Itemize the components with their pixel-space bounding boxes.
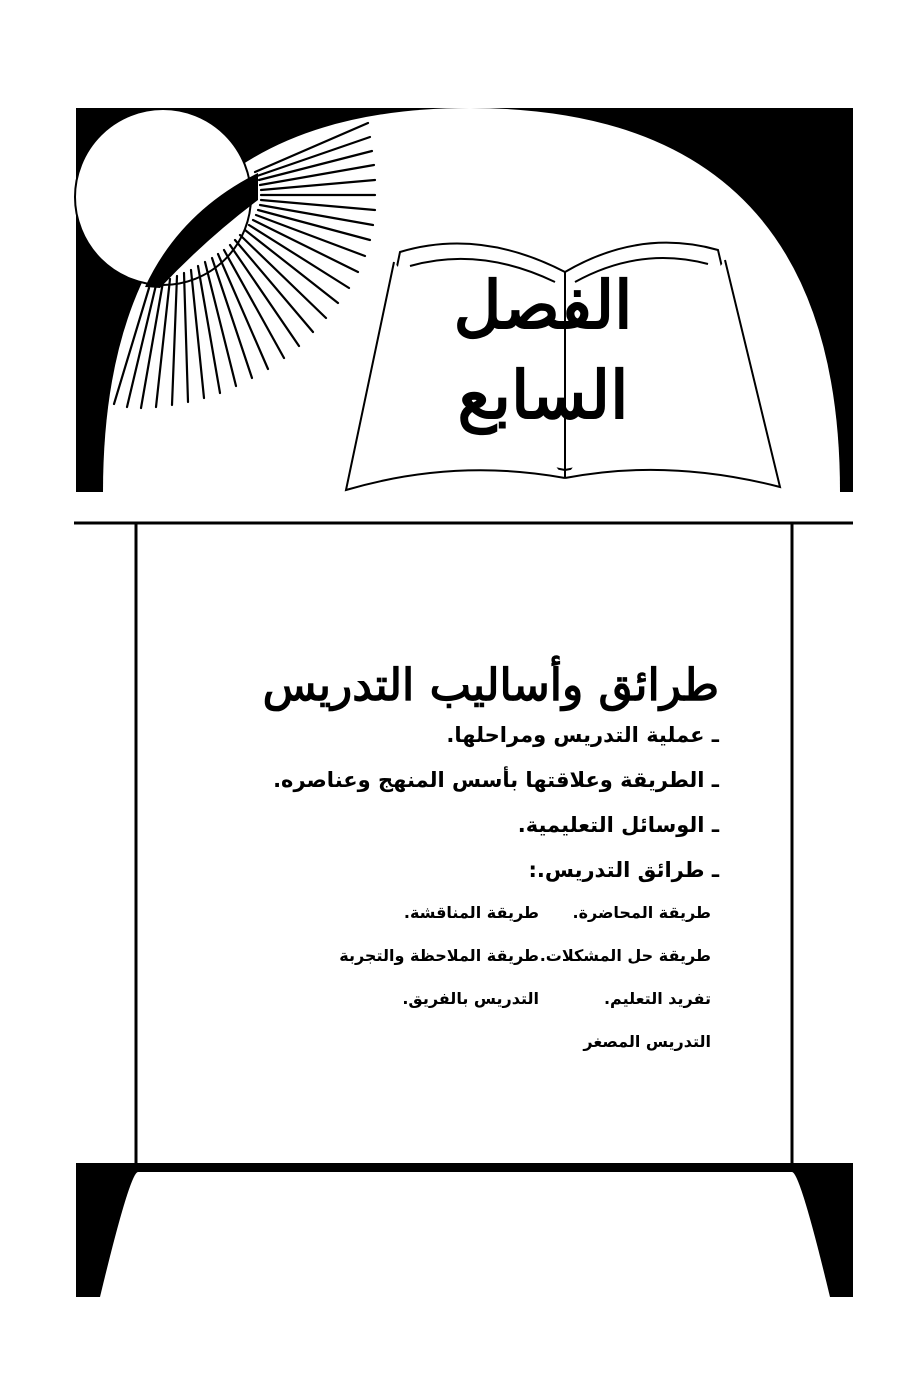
topic-item: ـ الطريقة وعلاقتها بأسس المنهج وعناصره.	[273, 767, 719, 792]
teaching-methods-list	[219, 903, 719, 1075]
bottom-frame	[76, 1163, 853, 1297]
methods-row	[219, 989, 711, 1032]
method-item: طريقة المناقشة.	[403, 902, 539, 922]
chapter-title-word-2: السابع	[457, 356, 629, 434]
section-heading: طرائق وأساليب التدريس	[262, 660, 719, 711]
topic-item: ـ عملية التدريس ومراحلها.	[446, 722, 719, 747]
method-item: تفريد التعليم.	[603, 988, 711, 1008]
method-item: طريقة الملاحظة والتجربة	[339, 945, 539, 965]
methods-row	[219, 1032, 711, 1075]
method-item: طريقة حل المشكلات.	[539, 945, 711, 965]
method-item: التدريس بالفريق.	[402, 988, 539, 1008]
chapter-title-word-1: الفصل	[453, 266, 633, 344]
chapter-contents	[219, 660, 719, 1075]
methods-row	[219, 946, 711, 989]
methods-row	[219, 903, 711, 946]
topic-item: ـ طرائق التدريس.:	[528, 857, 719, 882]
method-item: التدريس المصغر	[583, 1031, 711, 1051]
method-item: طريقة المحاضرة.	[572, 902, 711, 922]
topic-item: ـ الوسائل التعليمية.	[517, 812, 719, 837]
